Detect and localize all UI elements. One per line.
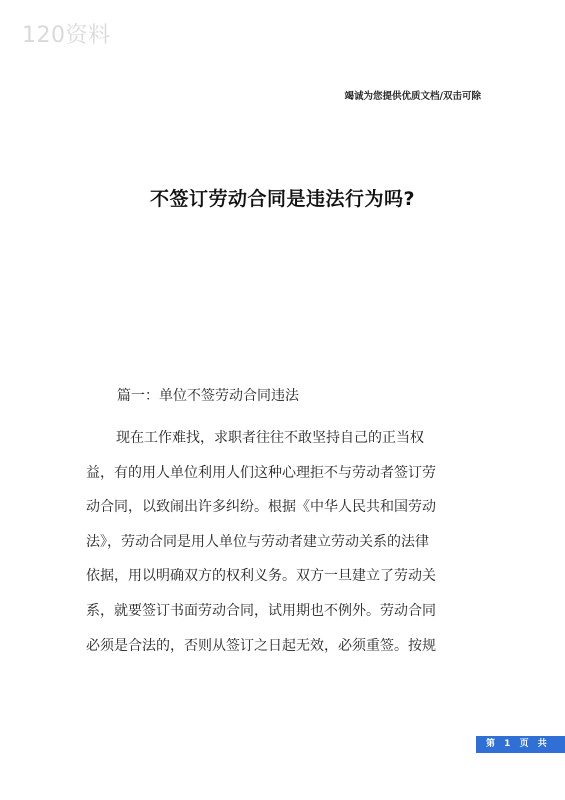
header-note: 竭诚为您提供优质文档/双击可除 (344, 91, 481, 102)
document-title: 不签订劳动合同是违法行为吗? (149, 188, 416, 210)
body-line: 益，有的用人单位利用人们这种心理拒不与劳动者签订劳 (86, 464, 436, 481)
body-line: 必须是合法的，否则从签订之日起无效，必须重签。按规 (86, 637, 436, 654)
body-line: 动合同，以致闹出许多纠纷。根据《中华人民共和国劳动 (86, 499, 436, 516)
watermark-logo: 120资料 (22, 23, 111, 48)
page-badge-page-word: 页 (519, 739, 529, 749)
body-line: 系，就要签订书面劳动合同，试用期也不例外。劳动合同 (86, 602, 436, 619)
page-badge-total-word: 共 (537, 739, 547, 749)
page-badge-number: 1 (504, 739, 511, 749)
body-line: 依据，用以明确双方的权利义务。双方一旦建立了劳动关 (86, 568, 436, 585)
page-number-badge (476, 736, 565, 753)
body-text (86, 428, 486, 670)
body-line: 法》，劳动合同是用人单位与劳动者建立劳动关系的法律 (86, 533, 429, 550)
body-line: 现在工作难找，求职者往往不敢坚持自己的正当权 (116, 430, 424, 446)
section-heading: 篇一：单位不签劳动合同违法 (117, 388, 299, 404)
page-badge-prefix: 第 (486, 739, 496, 749)
